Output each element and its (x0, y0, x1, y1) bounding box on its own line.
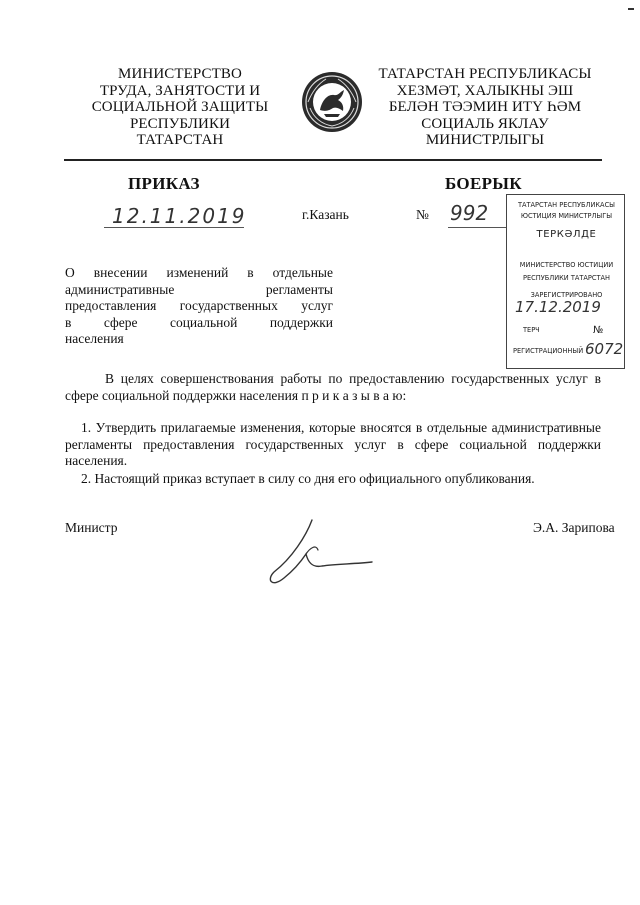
ministry-line-ru: СОЦИАЛЬНОЙ ЗАЩИТЫ (91, 99, 269, 115)
stamp-no-label: № (593, 325, 604, 336)
order-item-2: 2. Настоящий приказ вступает в силу со дня его официального опубликования. (81, 471, 535, 486)
ministry-name-tt (372, 66, 598, 149)
ministry-line-tt: ХЕЗМӘТ, ХАЛЫКНЫ ЭШ (396, 82, 574, 99)
order-city: г.Казань (302, 207, 349, 222)
stamp-date: 17.12.2019 (515, 298, 601, 316)
subject-line: в сфере социальной поддержки (65, 314, 333, 330)
stamp-line: ЮСТИЦИЯ МИНИСТРЛЫГЫ (520, 212, 613, 220)
header-divider (64, 159, 602, 161)
signer-role: Министр (65, 520, 118, 535)
order-number-label: № (416, 207, 429, 222)
preamble-paragraph: В целях совершенствования работы по предоставлению государственных услуг в сфере социальной поддержки населения п р и к а з ы в а ю: (65, 371, 601, 403)
stamp-reg-number: 6072 (585, 340, 624, 358)
subject-line: предоставления государственных услуг (65, 298, 333, 313)
ministry-line-tt: МИНИСТРЛЫГЫ (425, 132, 545, 148)
subject-line: населения (65, 331, 124, 346)
order-item-1: 1. Утвердить прилагаемые изменения, которые вносятся в отдельные административные регламенты предоставления государственных услуг в сфере социальной поддержки населения. (65, 420, 601, 468)
stamp-line: МИНИСТЕРСТВО ЮСТИЦИИ (519, 261, 614, 269)
ministry-line-tt: СОЦИАЛЬ ЯКЛАУ (421, 115, 549, 132)
stamp-line: ЗАРЕГИСТРИРОВАНО (530, 291, 603, 299)
registration-stamp (506, 194, 625, 369)
handwritten-signature (262, 514, 374, 588)
subject-line: О внесении изменений в отдельные (65, 265, 333, 280)
stamp-line: ТАТАРСТАН РЕСПУБЛИКАСЫ (517, 201, 615, 209)
subject-line: административные регламенты (65, 281, 333, 297)
stamp-line: РЕГИСТРАЦИОННЫЙ (513, 347, 584, 355)
signer-name: Э.А. Зарипова (533, 520, 615, 535)
title-prikaz: ПРИКАЗ (128, 174, 200, 193)
coat-of-arms-emblem (300, 70, 364, 134)
ministry-line-tt: ТАТАРСТАН РЕСПУБЛИКАСЫ (378, 66, 592, 82)
ministry-line-ru: МИНИСТЕРСТВО (118, 66, 242, 82)
ministry-line-ru: ТАТАРСТАН (136, 132, 224, 148)
stamp-line: РЕСПУБЛИКИ ТАТАРСТАН (522, 274, 610, 282)
order-number: 992 (450, 201, 489, 225)
stamp-line: ТЕРЧ (523, 326, 540, 334)
stamp-title: ТЕРКӘЛДЕ (536, 229, 597, 240)
title-boeryk: БОЕРЫК (445, 174, 522, 193)
ministry-line-ru: ТРУДА, ЗАНЯТОСТИ И (99, 82, 261, 99)
ministry-line-tt: БЕЛӘН ТӘЭМИН ИТҮ ҺӘМ (388, 99, 582, 115)
number-underline (448, 227, 506, 228)
corner-mark (628, 8, 634, 10)
order-subject (65, 265, 333, 348)
ministry-name-ru (72, 66, 288, 149)
ministry-line-ru: РЕСПУБЛИКИ (129, 115, 231, 132)
date-underline (104, 227, 244, 228)
order-date: 12.11.2019 (112, 204, 247, 228)
